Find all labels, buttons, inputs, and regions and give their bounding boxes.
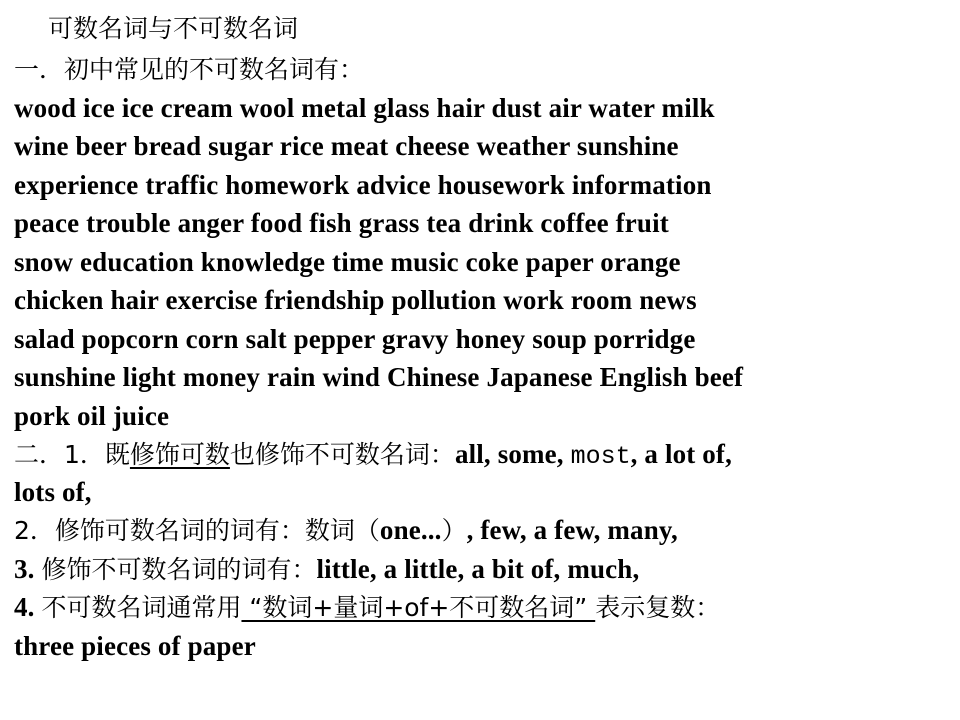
section-five-cn-b: 表示复数： (595, 593, 721, 622)
section-two-mono-word: most (570, 442, 631, 471)
noun-list-line: chicken hair exercise friendship pollution work room news (14, 285, 697, 315)
section-three-en-a: one... (379, 515, 442, 545)
page-title: 可数名词与不可数名词 (48, 14, 299, 43)
noun-list-line: sunshine light money rain wind Chinese Japanese English beef (14, 362, 744, 392)
section-five-num: 4. (14, 592, 42, 622)
section-two-words-a: all, some, (454, 439, 571, 469)
section-two-underlined: 修饰可数 (129, 440, 230, 469)
section-one-heading: 一．初中常见的不可数名词有： (14, 55, 365, 84)
section-five-cn: 不可数名词通常用 (41, 593, 242, 622)
section-two-line (14, 441, 732, 469)
section-three-line (14, 517, 678, 544)
section-four-cn: 修饰不可数名词的词有： (41, 555, 317, 584)
noun-list-line: pork oil juice (14, 401, 170, 431)
noun-list-line: experience traffic homework advice housework information (14, 170, 712, 200)
section-four-en: little, a little, a bit of, much, (316, 554, 640, 584)
section-four-num: 3. (14, 554, 42, 584)
noun-list-line: peace trouble anger food fish grass tea drink coffee fruit (14, 208, 669, 238)
noun-list-line: snow education knowledge time music coke paper orange (14, 247, 681, 277)
section-two-prefix: 二．1．既 (14, 440, 130, 469)
section-two-continuation: lots of, (14, 477, 92, 507)
section-five-formula: “数词+量词+of+不可数名词” (241, 593, 596, 622)
noun-list-line: salad popcorn corn salt pepper gravy honey soup porridge (14, 324, 696, 354)
section-five-example: three pieces of paper (14, 631, 256, 661)
noun-list-line: wood ice ice cream wool metal glass hair dust air water milk (14, 93, 715, 123)
noun-list-line: wine beer bread sugar rice meat cheese weather sunshine (14, 131, 679, 161)
section-two-words-b: , a lot of, (630, 439, 732, 469)
section-five-line (14, 594, 720, 621)
section-three-cn-b: ） (441, 516, 467, 545)
section-four-line (14, 556, 639, 583)
section-three-cn: 2．修饰可数名词的词有：数词（ (14, 516, 380, 545)
section-two-middle: 也修饰不可数名词： (229, 440, 455, 469)
section-three-en-b: , few, a few, many, (466, 515, 678, 545)
